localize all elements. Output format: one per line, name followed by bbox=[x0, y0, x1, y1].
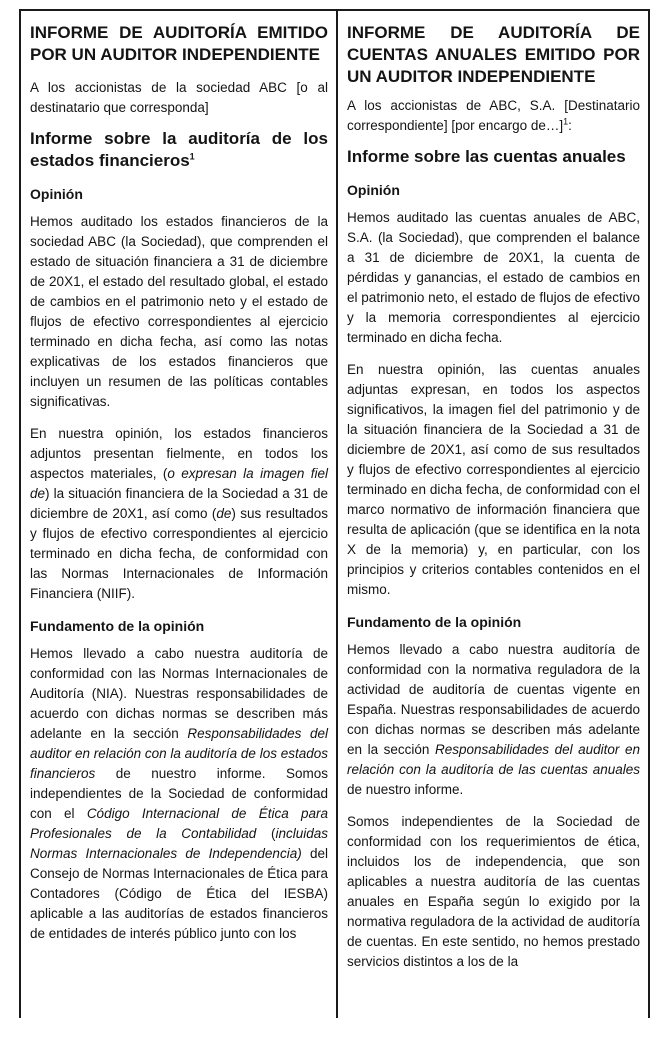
left-opinion-paragraph-2: En nuestra opinión, los estados financieros adjuntos presentan fielmente, en todos los aspectos materiales, (o expresan la imagen fiel de) la situación financiera de la Sociedad a 31 de diciembre de 20X1, así como (de) sus resultados y flujos de efectivo correspondientes al ejercicio terminado en dicha fecha, de conformidad con las Normas Internacionales de Información Financiera (NIIF). bbox=[30, 426, 328, 601]
right-opinion-paragraph-1: Hemos auditado las cuentas anuales de ABC, S.A. (la Sociedad), que comprenden el balance a 31 de diciembre de 20X1, la cuenta de pérdidas y ganancias, el estado de cambios en el patrimonio neto, el estado de flujos de efectivo y la memoria correspondientes al ejercicio terminado en dicha fecha. bbox=[347, 210, 640, 345]
comparison-table bbox=[19, 9, 650, 1018]
left-addressee: A los accionistas de la sociedad ABC [o al destinatario que corresponda] bbox=[30, 80, 328, 115]
right-basis-paragraph-2: Somos independientes de la Sociedad de conformidad con los requerimientos de ética, incluidos los de independencia, que son aplicables a nuestra auditoría de las cuentas anuales en España según lo exigido por la normativa reguladora de la actividad de auditoría de cuentas. En este sentido, no hemos prestado servicios distintos a los de la bbox=[347, 814, 640, 969]
left-section-heading: Informe sobre la auditoría de los estados financieros$^1$ bbox=[30, 129, 328, 170]
left-opinion-heading: Opinión bbox=[30, 186, 83, 202]
right-addressee: A los accionistas de ABC, S.A. [Destinatario correspondiente] [por encargo de…]$^1$: bbox=[347, 98, 640, 133]
column-isa-report bbox=[21, 11, 338, 1018]
right-section-heading: Informe sobre las cuentas anuales bbox=[347, 147, 626, 166]
left-report-title: INFORME DE AUDITORÍA EMITIDO POR UN AUDITOR INDEPENDIENTE bbox=[30, 23, 328, 64]
left-basis-paragraph: Hemos llevado a cabo nuestra auditoría de conformidad con las Normas Internacionales de Auditoría (NIA). Nuestras responsabilidades de acuerdo con dichas normas se describen más adelante en la sección Responsabilidades del auditor en relación con la auditoría de los estados financieros de nuestro informe. Somos independientes de la Sociedad de conformidad con el Código Internacional de Ética para Profesionales de la Contabilidad (incluidas Normas Internacionales de Independencia) del Consejo de Normas Internacionales de Ética para Contadores (Código de Ética del IESBA) aplicable a las auditorías de estados financieros de entidades de interés público junto con los bbox=[30, 646, 328, 941]
right-opinion-paragraph-2: En nuestra opinión, las cuentas anuales adjuntas expresan, en todos los aspectos significativos, la imagen fiel del patrimonio y de la situación financiera de la Sociedad a 31 de diciembre de 20X1, así como de sus resultados y flujos de efectivo correspondientes al ejercicio terminado en dicha fecha, de conformidad con el marco normativo de información financiera que resulta de aplicación (que se identifica en la nota X de la memoria) y, en particular, con los principios y criterios contables contenidos en el mismo. bbox=[347, 362, 640, 597]
right-basis-heading: Fundamento de la opinión bbox=[347, 614, 522, 630]
column-spanish-report bbox=[338, 11, 648, 1018]
right-basis-paragraph-1: Hemos llevado a cabo nuestra auditoría de conformidad con la normativa reguladora de la actividad de auditoría de cuentas vigente en España. Nuestras responsabilidades de acuerdo con dichas normas se describen más adelante en la sección Responsabilidades del auditor en relación con la auditoría de las cuentas anuales de nuestro informe. bbox=[347, 642, 640, 797]
right-opinion-heading: Opinión bbox=[347, 182, 400, 198]
left-basis-heading: Fundamento de la opinión bbox=[30, 618, 205, 634]
right-report-title: INFORME DE AUDITORÍA DE CUENTAS ANUALES EMITIDO POR UN AUDITOR INDEPENDIENTE bbox=[347, 23, 640, 86]
left-opinion-paragraph-1: Hemos auditado los estados financieros de la sociedad ABC (la Sociedad), que comprenden el estado de situación financiera a 31 de diciembre de 20X1, el estado del resultado global, el estado de cambios en el patrimonio neto y el estado de flujos de efectivo correspondientes al ejercicio terminado en dicha fecha, así como las notas explicativas de los estados financieros que incluyen un resumen de las políticas contables significativas. bbox=[30, 214, 328, 409]
